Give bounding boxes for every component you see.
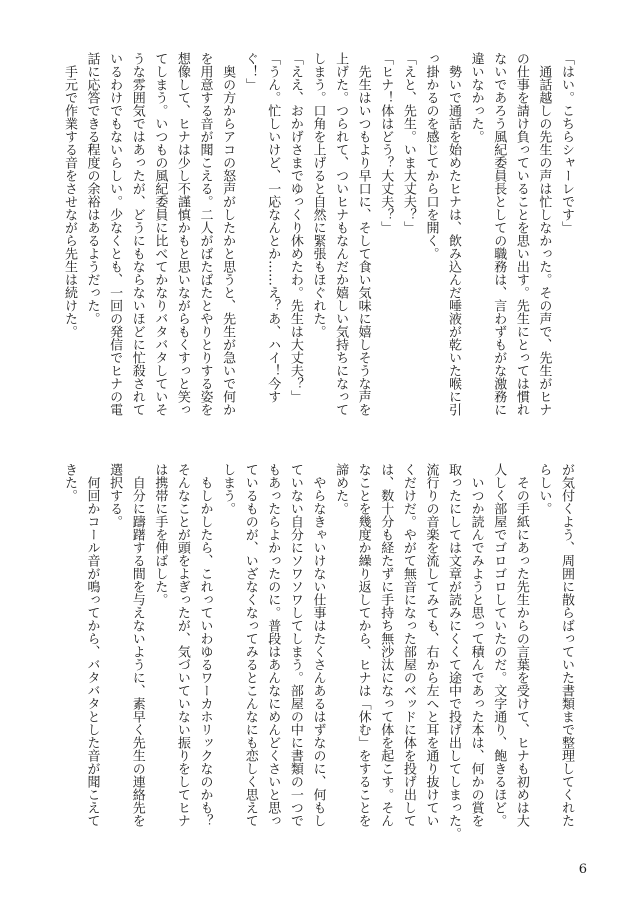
text-line: しまう。口角を上げると自然に緊張もほぐれた。 [310, 52, 326, 338]
text-line: ているものが、いざなくなってみるとこんなにも恋しく思えて [242, 463, 258, 827]
text-line: 選択する。 [107, 463, 123, 528]
text-line: 「うん。忙しいけど、一応なんとか……え？あ、ハイ！今す [265, 52, 281, 403]
text-line: 想像して、ヒナは少し不謹慎かもと思いながらもくすっと笑っ [174, 52, 190, 416]
text-line: は、数十分も経たずに手持ち無沙汰になって体を起こす。そん [378, 463, 394, 827]
text-line: が気付くよう、周囲に散らばっていた書類まで整理してくれた [559, 463, 574, 827]
text-line: きた。 [61, 463, 77, 502]
text-line: 違いなかった。 [468, 52, 484, 143]
text-line: 通話越しの先生の声は忙しなかった。その声で、先生がヒナ [536, 52, 552, 416]
text-line: その手紙にあった先生からの言葉を受けて、ヒナも初めは大 [513, 463, 529, 827]
text-line: 人しく部屋でゴロゴロしていたのだ。文字通り、飽きるほど。 [491, 463, 507, 827]
upper-text-column-block [61, 52, 577, 416]
text-line: そんなことが頭をよぎったが、気づいていない振りをしてヒナ [174, 463, 190, 827]
text-line: もしかしたら、これっていわゆるワーカホリックなのかも？ [197, 463, 213, 827]
text-line: 流行りの音楽を流してみても、右から左へと耳を通り抜けてい [423, 463, 439, 827]
text-line: くだけだ。やがて無音になった部屋のベッドに体を投げ出して [400, 463, 416, 827]
lower-text-column-block [61, 463, 577, 840]
text-line: の仕事を請け負っていることを思い出す。先生にとっては慣れ [513, 52, 529, 416]
text-line: もあったらよかったのに。普段はあんなにめんどくさいと思っ [265, 463, 281, 827]
text-line: ていない自分にソワソワしてしまう。部屋の中に書類の一つで [287, 463, 303, 827]
text-line: いつか読んでみようと思って積んであった本は、何かの賞を [468, 463, 484, 827]
text-line: いるわけでもないらしい。少なくとも、一回の発信でヒナの電 [107, 52, 123, 416]
text-line: を用意する音が聞こえる。二人がばたばたとやりとりする姿を [197, 52, 213, 416]
text-line: 手元で作業する音をさせながら先生は続けた。 [61, 52, 77, 338]
text-line: やらなきゃいけない仕事はたくさんあるはずなのに、何もし [310, 463, 326, 827]
text-line: ないであろう風紀委員長としての職務は、言わずもがな激務に [491, 52, 507, 416]
text-line: なことを幾度か繰り返してから、ヒナは「休む」をすることを [355, 463, 371, 827]
text-line: は携帯に手を伸ばした。 [152, 463, 168, 606]
text-line: っ掛かるのを感じてから口を開く。 [423, 52, 439, 260]
text-line: てしまう。いつもの風紀委員に比べてかなりバタバタしていそ [152, 52, 168, 416]
text-line: 勢いで通話を始めたヒナは、飲み込んだ唾液が乾いた喉に引 [446, 52, 462, 416]
text-line: 上げた。つられて、ついヒナもなんだか嬉しい気持ちになって [333, 52, 349, 416]
text-line: 先生はいつもより早口に、そして食い気味に嬉しそうな声を [355, 52, 371, 416]
text-line: 「ええ、おかげさまでゆっくり休めたわ。先生は大丈夫？」 [287, 52, 303, 403]
text-line: しまう。 [220, 463, 236, 515]
text-line: 「はい。こちらシャーレです」 [559, 52, 574, 234]
text-line: ぐ！」 [242, 52, 258, 91]
text-line: 奥の方からアコの怒声がしたかと思うと、先生が急いで何か [220, 52, 236, 416]
text-line: 取ったにしては文章が読みにくくて途中で投げ出してしまった。 [446, 463, 462, 840]
page-number: 6 [578, 862, 587, 877]
text-line: 「えと、先生。いま大丈夫？」 [400, 52, 416, 234]
text-line: 諦めた。 [333, 463, 349, 515]
text-line: 何回かコール音が鳴ってから、バタバタとした音が聞こえて [84, 463, 100, 827]
text-line: 「ヒナ！体はどう？大丈夫？」 [378, 52, 394, 234]
text-line: 自分に躊躇する間を与えないように、素早く先生の連絡先を [129, 463, 145, 827]
text-line: 話に応答できる程度の余裕はあるようだった。 [84, 52, 100, 325]
text-line: らしい。 [536, 463, 552, 515]
text-line: うな雰囲気ではあったが、どうにもならないほどに忙殺されて [129, 52, 145, 416]
